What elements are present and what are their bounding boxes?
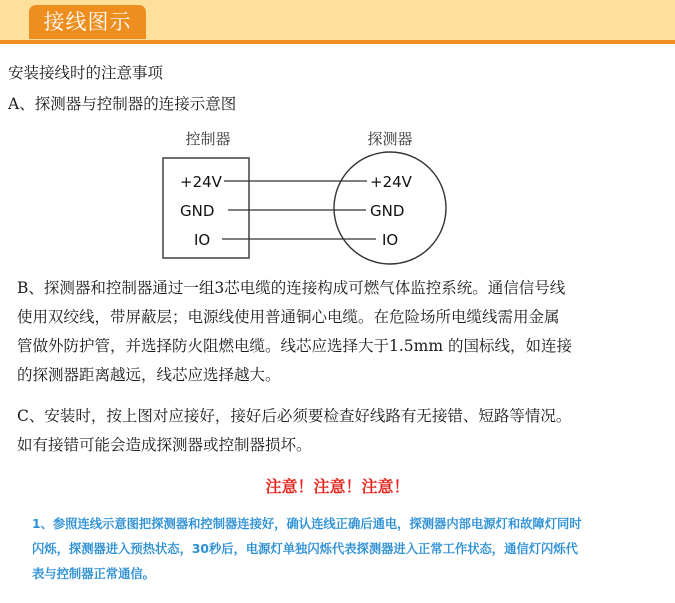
- section-c-line: 如有接错可能会造成探测器或控制器损坏。: [17, 436, 312, 454]
- section-b-line: B、探测器和控制器通过一组3芯电缆的连接构成可燃气体监控系统。通信信号线: [17, 279, 566, 297]
- detector-terminal-io: IO: [382, 231, 399, 249]
- note-line: 表与控制器正常通信。: [32, 567, 155, 581]
- controller-terminal-24v: +24V: [180, 173, 222, 191]
- header-divider: [0, 40, 675, 44]
- warning-text: 注意！注意！注意！: [265, 477, 410, 496]
- detector-terminal-24v: +24V: [370, 173, 412, 191]
- section-b-line: 的探测器距离越远，线芯应选择越大。: [17, 366, 281, 384]
- note-line: 闪烁，探测器进入预热状态，30秒后，电源灯单独闪烁代表探测器进入正常工作状态，通信灯闪烁代: [32, 542, 578, 556]
- header-tab-title: 接线图示: [29, 5, 146, 39]
- note-line: 1、参照连线示意图把探测器和控制器连接好，确认连线正确后通电，探测器内部电源灯和故障灯同时: [32, 517, 582, 531]
- section-c-paragraph: [17, 402, 571, 460]
- controller-terminal-gnd: GND: [180, 202, 215, 220]
- detector-terminal-gnd: GND: [370, 202, 405, 220]
- detector-label: 探测器: [367, 130, 413, 148]
- section-a-heading: A、探测器与控制器的连接示意图: [8, 95, 237, 113]
- startup-note: [32, 512, 652, 587]
- section-b-line: 使用双绞线，带屏蔽层；电源线使用普通铜心电缆。在危险场所电缆线需用金属: [17, 308, 560, 326]
- section-b-line: 管做外防护管，并选择防火阻燃电缆。线芯应选择大于1.5mm 的国标线，如连接: [17, 337, 572, 355]
- controller-label: 控制器: [185, 130, 231, 148]
- intro-title: 安装接线时的注意事项: [8, 64, 164, 82]
- section-b-paragraph: [17, 274, 572, 390]
- wiring-diagram: [160, 118, 470, 268]
- section-c-line: C、安装时，按上图对应接好，接好后必须要检查好线路有无接错、短路等情况。: [17, 407, 572, 425]
- controller-terminal-io: IO: [194, 231, 211, 249]
